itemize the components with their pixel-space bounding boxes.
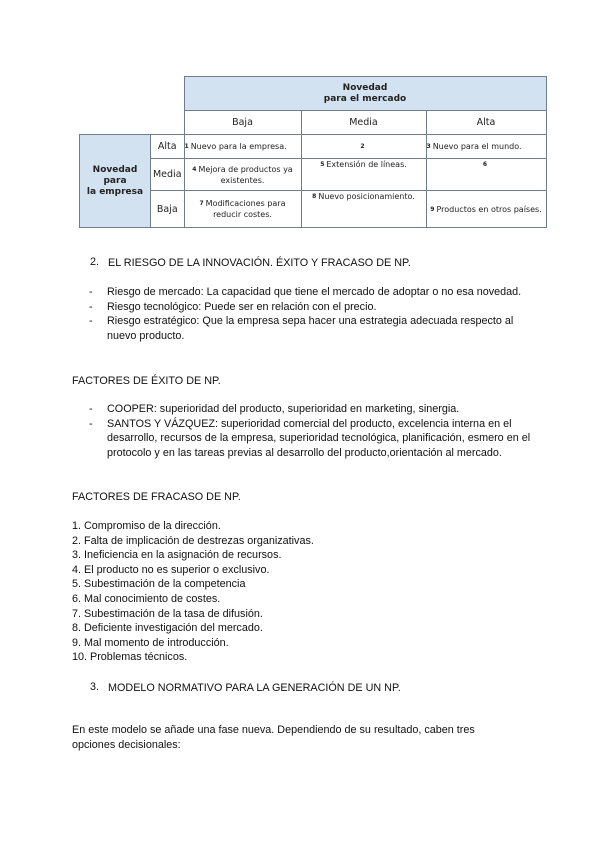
matrix-side-header [80,135,151,228]
section-3-number: 3. [90,681,100,693]
matrix-side-header-line1: Novedad para [92,164,138,186]
closing-paragraph: En este modelo se añade una fase nueva. Dependiendo de su resultado, caben tres opciones decisionales: [72,724,475,751]
list-item: 1. Compromiso de la dirección. [72,520,221,532]
matrix-side-header-line2: la empresa [86,186,144,197]
matrix-row-header: Alta [151,135,184,159]
cell-number: 9 [430,205,435,213]
list-item: - Riesgo de mercado: La capacidad que tiene el mercado de adoptar o no esa novedad. [89,285,539,300]
list-item: 7. Subestimación de la tasa de difusión. [72,607,263,620]
risk-list [89,285,539,343]
matrix-top-header-line1: Novedad [342,82,388,93]
matrix-top-header-line2: para el mercado [323,93,407,104]
matrix-cell [426,135,546,159]
novelty-matrix [79,76,547,228]
matrix-cell [184,135,301,159]
list-item: 9. Mal momento de introducción. [72,636,229,649]
list-item: - Riesgo tecnológico: Puede ser en relación con el precio. [89,300,539,315]
cell-number: 7 [199,200,204,207]
success-heading: FACTORES DE ÉXITO DE NP. [72,375,221,387]
list-item: 8. Deficiente investigación del mercado. [72,622,263,635]
list-item: 5. Subestimación de la competencia [72,578,246,591]
cell-text: Nuevo para la empresa. [190,142,287,151]
cell-number: 2 [360,143,365,150]
matrix-cell [301,135,426,159]
cell-text: Mejora de productos ya existentes. [198,164,293,185]
list-item: 2. Falta de implicación de destrezas organizativas. [72,534,314,547]
list-item: 10. Problemas técnicos. [72,651,188,664]
failure-heading: FACTORES DE FRACASO DE NP. [72,491,241,503]
matrix-corner-2 [80,111,185,135]
list-item: - Riesgo estratégico: Que la empresa sepa hacer una estrategia adecuada respecto al nuevo producto. [89,314,539,343]
cell-number: 5 [320,161,325,168]
list-item: 3. Ineficiencia en la asignación de recursos. [72,549,282,562]
list-item: - SANTOS Y VÁZQUEZ: superioridad comercial del producto, excelencia interna en el desarrollo, recursos de la empresa, superioridad tecnológica, planificación, esmero en el protocolo y en las tareas previas al desarrollo del producto,orientación al mercado. [89,417,539,461]
cell-text: Extensión de líneas. [326,160,407,169]
cell-number: 8 [312,193,317,200]
success-factor-list [89,402,539,460]
matrix-cell [426,159,546,191]
matrix-corner [80,77,185,111]
matrix-cell [301,191,426,228]
section-3-title: MODELO NORMATIVO PARA LA GENERACIÓN DE UN NP. [108,682,401,694]
matrix-col-header: Alta [426,111,546,135]
matrix-row-header: Media [151,159,184,191]
matrix-cell [426,191,546,228]
cell-text: Nuevo para el mundo. [432,142,522,151]
matrix-top-header [184,77,546,111]
cell-text: Nuevo posicionamiento. [318,192,415,201]
cell-text: Productos en otros países. [436,204,542,214]
list-item: 6. Mal conocimiento de costes. [72,592,221,605]
failure-factor-list [72,519,314,665]
section-2-number: 2. [90,256,100,268]
cell-number: 1 [184,143,189,150]
cell-number: 3 [426,143,431,150]
list-item: 4. El producto no es superior o exclusivo. [72,563,270,576]
section-2-title: EL RIESGO DE LA INNOVACIÓN. ÉXITO Y FRACASO DE NP. [108,257,411,269]
matrix-col-header: Baja [184,111,301,135]
matrix-col-header: Media [301,111,426,135]
matrix-cell [184,191,301,228]
cell-text: Modificaciones para reducir costes. [205,199,286,219]
matrix-row-header: Baja [151,191,184,228]
cell-number: 4 [192,165,197,173]
matrix-cell [184,159,301,191]
cell-number: 6 [482,161,488,168]
list-item: - COOPER: superioridad del producto, superioridad en marketing, sinergia. [89,402,539,417]
matrix-cell [301,159,426,191]
